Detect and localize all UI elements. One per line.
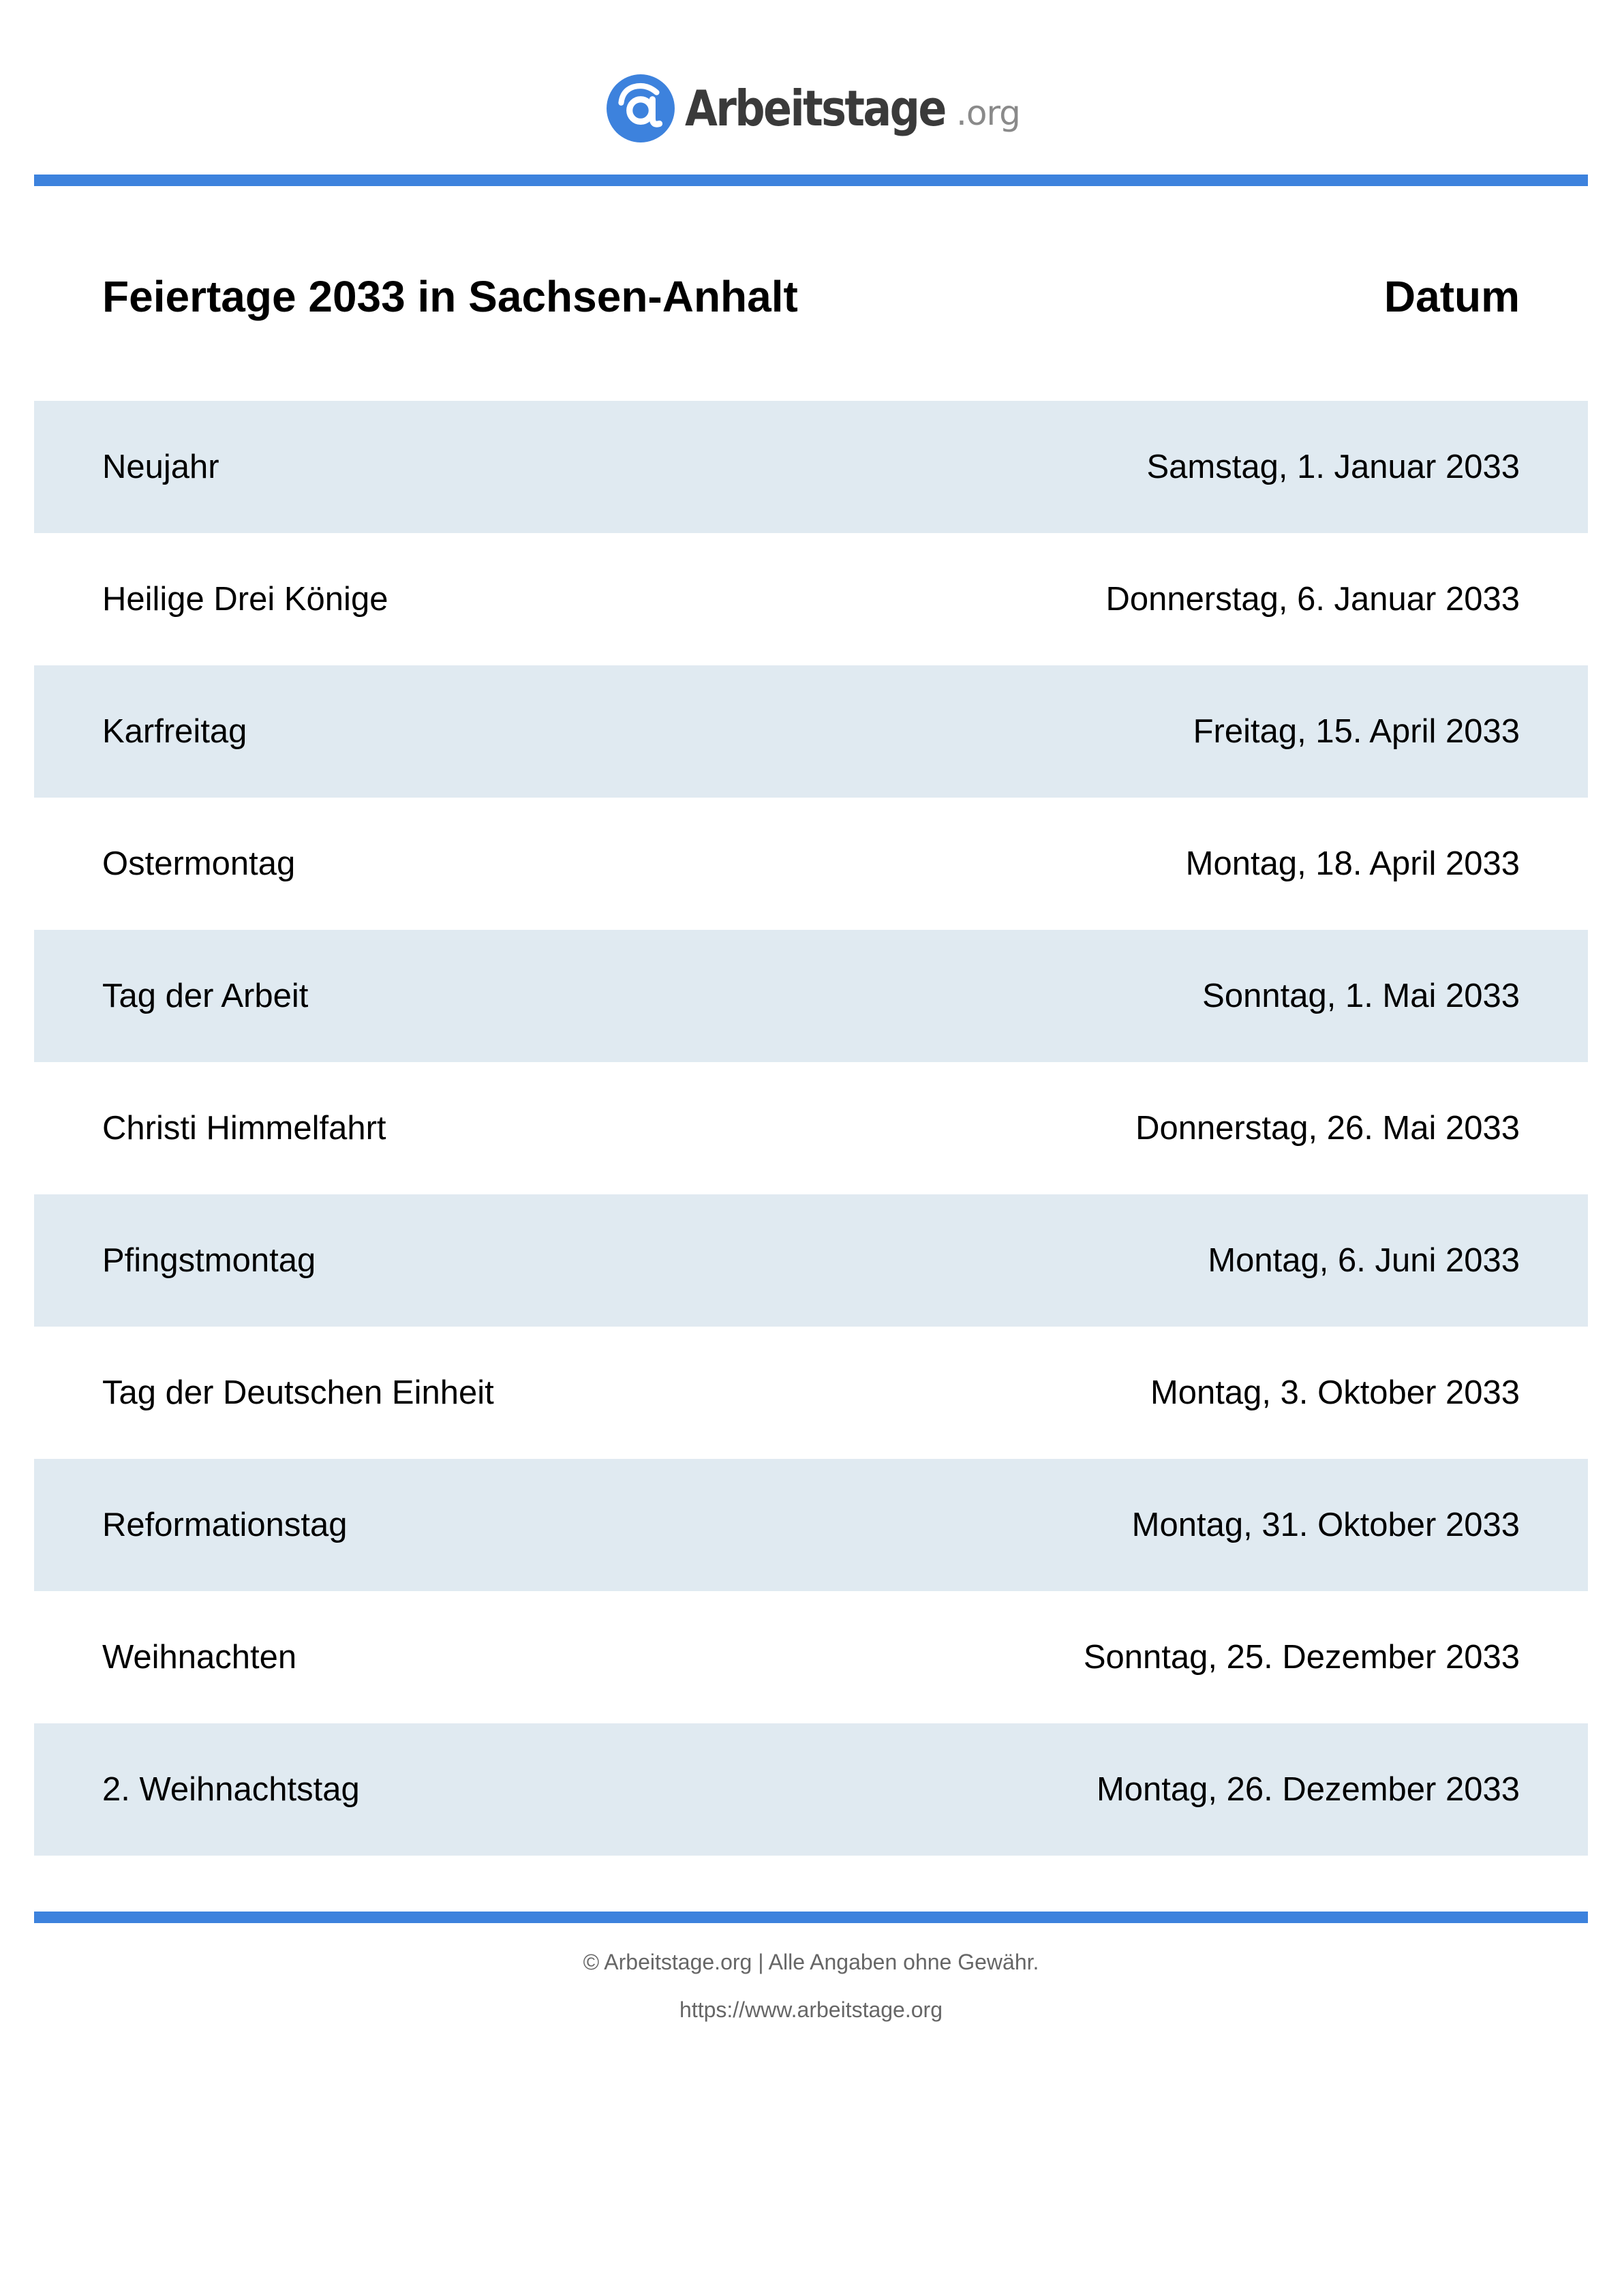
site-logo[interactable] (0, 71, 1622, 146)
holiday-name: Christi Himmelfahrt (102, 1110, 386, 1147)
holiday-date: Montag, 31. Oktober 2033 (1131, 1507, 1520, 1543)
holiday-date: Montag, 3. Oktober 2033 (1150, 1374, 1520, 1411)
holiday-name: Neujahr (102, 449, 219, 485)
holiday-date: Donnerstag, 26. Mai 2033 (1135, 1110, 1520, 1147)
table-title: Feiertage 2033 in Sachsen-Anhalt (102, 272, 798, 321)
table-row (34, 1723, 1588, 1856)
holiday-name: Heilige Drei Könige (102, 581, 388, 618)
bottom-divider (34, 1912, 1588, 1923)
holiday-name: Tag der Deutschen Einheit (102, 1374, 494, 1411)
holiday-name: Reformationstag (102, 1507, 348, 1543)
holiday-date: Montag, 6. Juni 2033 (1208, 1242, 1520, 1279)
at-sign-icon (606, 74, 675, 143)
footer-copyright: © Arbeitstage.org | Alle Angaben ohne Gewähr. (583, 1950, 1039, 1974)
holiday-date: Donnerstag, 6. Januar 2033 (1105, 581, 1520, 618)
table-row (34, 1459, 1588, 1591)
table-row (34, 401, 1588, 533)
holiday-name: Weihnachten (102, 1639, 297, 1676)
table-row (34, 1327, 1588, 1459)
holiday-name: Ostermontag (102, 845, 296, 882)
holiday-name: Pfingstmontag (102, 1242, 316, 1279)
holiday-name: Tag der Arbeit (102, 978, 309, 1014)
table-header (102, 259, 1520, 334)
logo-group (606, 74, 1020, 143)
table-row (34, 665, 1588, 798)
table-row (34, 533, 1588, 665)
footer-url-link[interactable]: https://www.arbeitstage.org (679, 1997, 943, 2022)
table-row (34, 930, 1588, 1062)
table-row (34, 1194, 1588, 1327)
holiday-table (34, 401, 1588, 1856)
holiday-date: Sonntag, 1. Mai 2033 (1202, 978, 1520, 1014)
logo-name: Arbeitstage (685, 80, 945, 137)
logo-tld: .org (956, 93, 1020, 133)
holiday-date: Sonntag, 25. Dezember 2033 (1083, 1639, 1520, 1676)
holiday-name: 2. Weihnachtstag (102, 1771, 360, 1808)
holiday-date: Samstag, 1. Januar 2033 (1146, 449, 1520, 485)
table-row (34, 1062, 1588, 1194)
table-row (34, 798, 1588, 930)
holiday-date: Montag, 26. Dezember 2033 (1096, 1771, 1520, 1808)
holiday-name: Karfreitag (102, 713, 247, 750)
table-row (34, 1591, 1588, 1723)
date-column-header: Datum (1383, 272, 1520, 321)
holiday-date: Freitag, 15. April 2033 (1193, 713, 1520, 750)
top-divider (34, 175, 1588, 186)
holiday-date: Montag, 18. April 2033 (1185, 845, 1520, 882)
